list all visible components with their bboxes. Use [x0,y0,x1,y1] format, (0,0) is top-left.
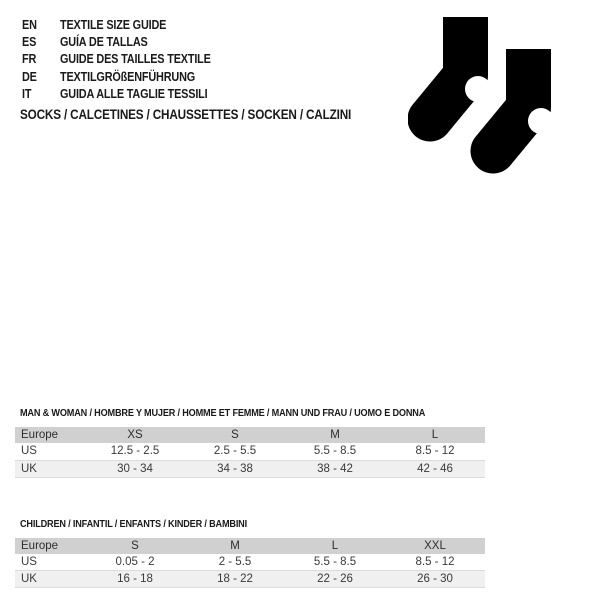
language-row-de [22,68,233,85]
size-cell: 30 - 34 [85,460,185,477]
size-cell: 34 - 38 [185,460,285,477]
language-row-it [22,85,233,102]
language-code: IT [22,86,32,101]
size-cell: 2.5 - 5.5 [185,443,285,460]
column-header: M [285,427,385,443]
size-cell: 18 - 22 [185,571,285,588]
language-row-en [22,16,233,33]
language-label: TEXTILE SIZE GUIDE [60,17,167,32]
column-header: Europe [15,538,85,554]
sock-back [430,17,491,119]
size-cell: 2 - 5.5 [185,554,285,571]
column-header: Europe [15,427,85,443]
table-row-us [15,443,485,460]
size-table-children [15,538,485,589]
column-header: M [185,538,285,554]
size-cell: 38 - 42 [285,460,385,477]
column-header: L [385,427,485,443]
sock-front [493,49,554,151]
language-code: FR [22,52,37,67]
size-cell: 12.5 - 2.5 [85,443,185,460]
size-cell: 8.5 - 12 [385,443,485,460]
column-header: XS [85,427,185,443]
size-table-section-man-woman [15,407,485,478]
language-label: GUIDE DES TAILLES TEXTILE [60,52,211,67]
region-cell: US [15,443,85,460]
region-cell: UK [15,460,85,477]
language-code: ES [22,34,37,49]
size-cell: 22 - 26 [285,571,385,588]
size-cell: 16 - 18 [85,571,185,588]
category-heading: SOCKS / CALCETINES / CHAUSSETTES / SOCKEN / CALZINI [20,107,352,122]
region-cell: US [15,554,85,571]
language-row-fr [22,51,233,68]
size-cell: 8.5 - 12 [385,554,485,571]
language-row-es [22,33,233,50]
size-cell: 26 - 30 [385,571,485,588]
socks-icon [408,14,556,176]
language-code: DE [22,69,37,84]
table-row-uk [15,460,485,477]
language-label: GUÍA DE TALLAS [60,34,148,49]
region-cell: UK [15,571,85,588]
size-tables [15,407,485,588]
size-cell: 42 - 46 [385,460,485,477]
size-cell: 5.5 - 8.5 [285,443,385,460]
size-cell: 0.05 - 2 [85,554,185,571]
table-header-row [15,538,485,554]
language-code: EN [22,17,37,32]
table-title-man-woman: MAN & WOMAN / HOMBRE Y MUJER / HOMME ET FEMME / MANN UND FRAU / UOMO E DONNA [20,407,426,419]
table-row-uk [15,571,485,588]
language-label: GUIDA ALLE TAGLIE TESSILI [60,86,208,101]
table-title-children: CHILDREN / INFANTIL / ENFANTS / KINDER / BAMBINI [20,517,247,530]
column-header: XXL [385,538,485,554]
size-table-man-woman [15,427,485,478]
language-guide-list [22,16,233,102]
size-table-section-children [15,518,485,589]
table-header-row [15,427,485,443]
table-row-us [15,554,485,571]
column-header: L [285,538,385,554]
size-cell: 5.5 - 8.5 [285,554,385,571]
column-header: S [85,538,185,554]
column-header: S [185,427,285,443]
language-label: TEXTILGRÖßENFÜHRUNG [60,69,196,84]
